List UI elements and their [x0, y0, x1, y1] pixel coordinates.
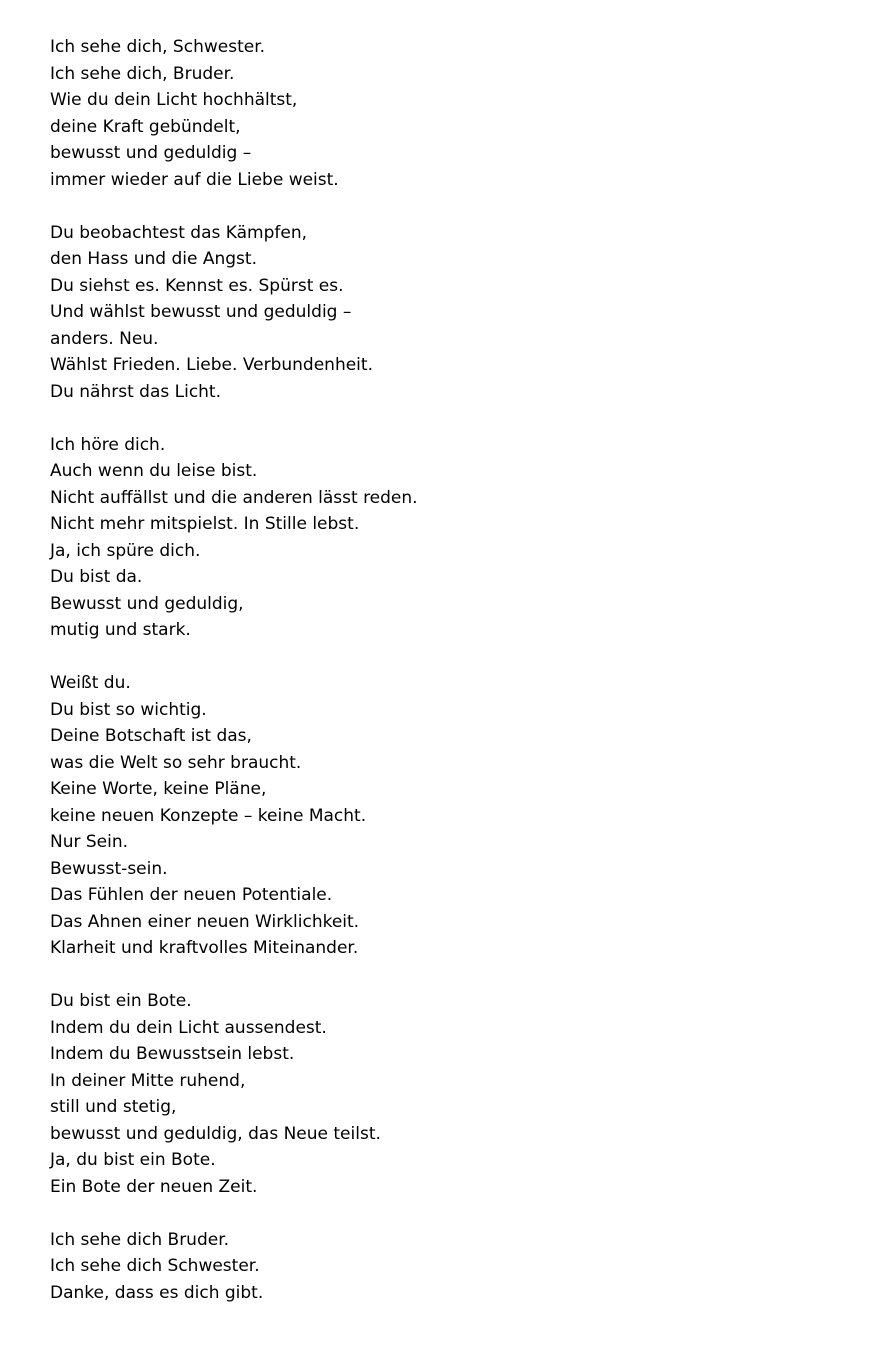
- stanza-3: [50, 432, 850, 644]
- poem-line: Bewusst-sein.: [50, 858, 168, 879]
- poem-line: Ja, ich spüre dich.: [50, 540, 201, 561]
- poem-line: Ich sehe dich, Schwester.: [50, 37, 266, 57]
- poem-line: Ja, du bist ein Bote.: [50, 1150, 216, 1170]
- poem-line: Nicht mehr mitspielst. In Stille lebst.: [50, 514, 360, 534]
- poem-line: Auch wenn du leise bist.: [50, 461, 258, 481]
- poem-line: Keine Worte, keine Pläne,: [50, 779, 267, 799]
- poem-line: Wählst Frieden. Liebe. Verbundenheit.: [50, 355, 373, 375]
- poem-line: mutig und stark.: [50, 620, 191, 640]
- poem-line: was die Welt so sehr braucht.: [50, 752, 302, 773]
- poem-page: [50, 34, 850, 1333]
- poem-line: In deiner Mitte ruhend,: [50, 1070, 246, 1091]
- poem-line: Ich sehe dich Schwester.: [50, 1256, 260, 1276]
- poem-line: deine Kraft gebündelt,: [50, 116, 241, 137]
- poem-line: still und stetig,: [50, 1097, 177, 1117]
- poem-line: anders. Neu.: [50, 328, 159, 349]
- poem-line: Das Ahnen einer neuen Wirklichkeit.: [50, 911, 360, 932]
- poem-line: Du bist so wichtig.: [50, 699, 207, 720]
- poem-line: Weißt du.: [50, 673, 131, 693]
- poem-line: Klarheit und kraftvolles Miteinander.: [50, 938, 359, 958]
- poem-line: Ein Bote der neuen Zeit.: [50, 1176, 258, 1197]
- poem-line: keine neuen Konzepte – keine Macht.: [50, 805, 367, 826]
- poem-line: Indem du Bewusstsein lebst.: [50, 1044, 295, 1064]
- poem-line: bewusst und geduldig, das Neue teilst.: [50, 1123, 381, 1144]
- poem-line: Du bist da.: [50, 567, 143, 587]
- stanza-6: [50, 1227, 850, 1307]
- poem-line: Indem du dein Licht aussendest.: [50, 1017, 327, 1038]
- poem-line: Deine Botschaft ist das,: [50, 726, 252, 746]
- poem-line: Du nährst das Licht.: [50, 381, 222, 402]
- poem-line: Du siehst es. Kennst es. Spürst es.: [50, 275, 344, 296]
- poem-line: Du beobachtest das Kämpfen,: [50, 222, 308, 243]
- poem-line: immer wieder auf die Liebe weist.: [50, 169, 339, 190]
- poem-line: Ich höre dich.: [50, 434, 166, 455]
- poem-line: Wie du dein Licht hochhältst,: [50, 90, 298, 110]
- poem-line: Nur Sein.: [50, 832, 129, 852]
- poem-line: bewusst und geduldig –: [50, 143, 252, 163]
- poem-line: Ich sehe dich Bruder.: [50, 1229, 230, 1250]
- poem-line: Bewusst und geduldig,: [50, 593, 244, 614]
- stanza-4: [50, 670, 850, 962]
- poem-line: Und wählst bewusst und geduldig –: [50, 302, 352, 322]
- poem-line: Danke, dass es dich gibt.: [50, 1282, 264, 1303]
- poem-line: Das Fühlen der neuen Potentiale.: [50, 885, 333, 905]
- poem-line: Nicht auffällst und die anderen lässt reden.: [50, 487, 418, 508]
- poem-line: Du bist ein Bote.: [50, 991, 192, 1011]
- stanza-1: [50, 34, 850, 193]
- stanza-5: [50, 988, 850, 1200]
- poem-line: Ich sehe dich, Bruder.: [50, 63, 235, 84]
- poem-line: den Hass und die Angst.: [50, 249, 257, 269]
- stanza-2: [50, 220, 850, 406]
